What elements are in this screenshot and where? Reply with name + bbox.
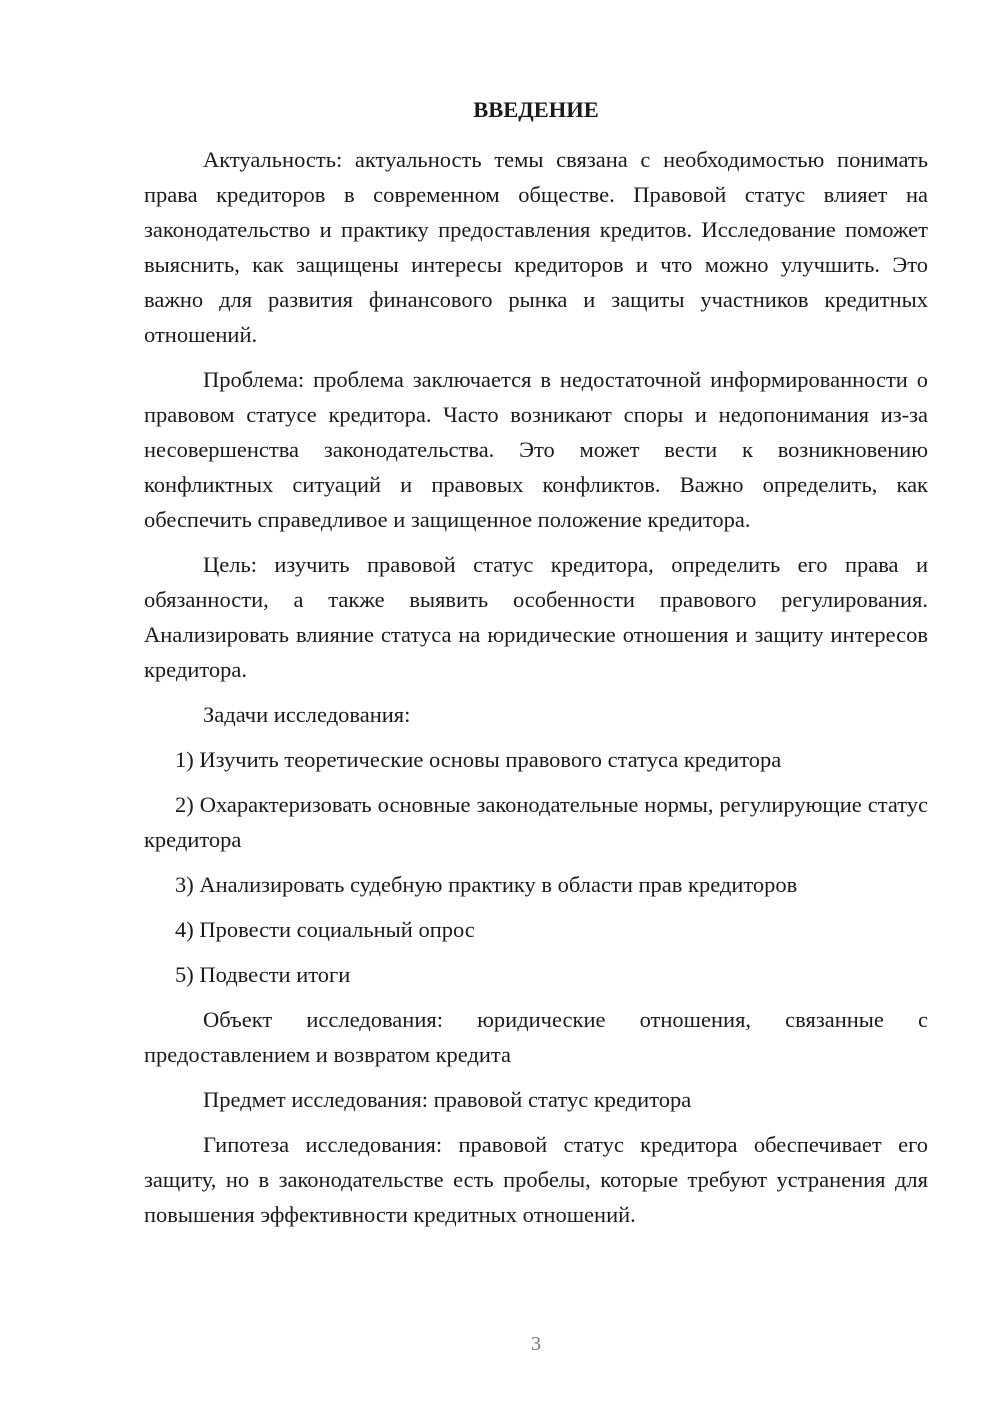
paragraph-relevance: Актуальность: актуальность темы связана с необходимостью понимать права кредиторов в современном обществе. Правовой статус влияет на законодательство и практику предоставления кредитов. Исследование поможет выяснить, как защищены интересы кредиторов и что можно улучшить. Это важно для развития финансового рынка и защиты участников кредитных отношений.	[144, 147, 928, 347]
task-item-3: 3) Анализировать судебную практику в области прав кредиторов	[175, 872, 798, 897]
paragraph-object: Объект исследования: юридические отношения, связанные с предоставлением и возвратом кредита	[144, 1007, 928, 1067]
page-number: 3	[531, 1333, 541, 1355]
task-item-4: 4) Провести социальный опрос	[175, 917, 475, 942]
paragraph-subject: Предмет исследования: правовой статус кредитора	[203, 1087, 692, 1112]
document-page	[144, 92, 928, 1242]
paragraph-goal: Цель: изучить правовой статус кредитора, определить его права и обязанности, а также выявить особенности правового регулирования. Анализировать влияние статуса на юридические отношения и защиту интересов кредитора.	[144, 552, 928, 682]
paragraph-hypothesis: Гипотеза исследования: правовой статус кредитора обеспечивает его защиту, но в законодательстве есть пробелы, которые требуют устранения для повышения эффективности кредитных отношений.	[144, 1132, 928, 1227]
section-title: ВВЕДЕНИЕ	[473, 97, 599, 122]
task-item-2: 2) Охарактеризовать основные законодательные нормы, регулирующие статус кредитора	[144, 792, 928, 852]
task-item-5: 5) Подвести итоги	[175, 962, 351, 987]
task-item-1: 1) Изучить теоретические основы правового статуса кредитора	[175, 747, 782, 772]
tasks-heading: Задачи исследования:	[203, 702, 411, 727]
paragraph-problem: Проблема: проблема заключается в недостаточной информированности о правовом статусе кредитора. Часто возникают споры и недопонимания из-за несовершенства законодательства. Это может вести к возникновению конфликтных ситуаций и правовых конфликтов. Важно определить, как обеспечить справедливое и защищенное положение кредитора.	[144, 367, 928, 532]
